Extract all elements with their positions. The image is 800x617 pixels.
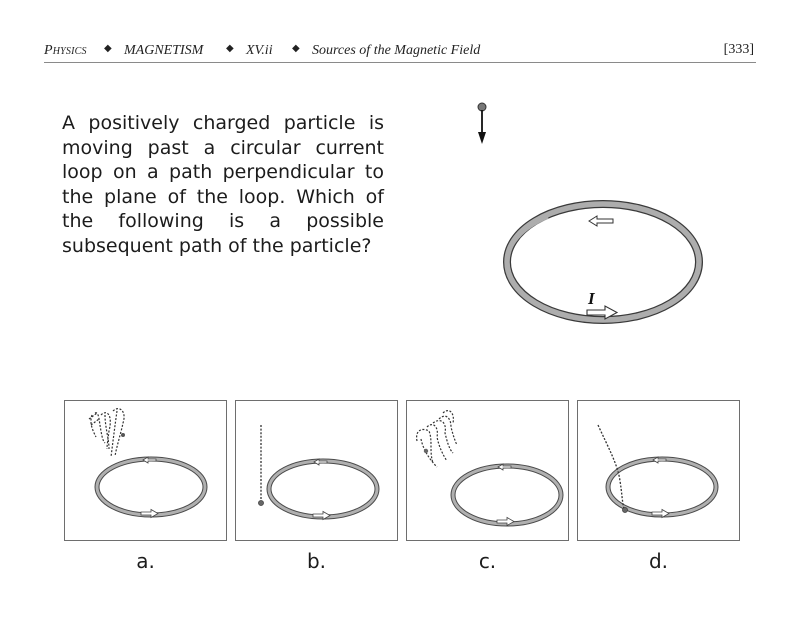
helix-path-icon — [417, 411, 457, 467]
current-loop-icon — [608, 459, 716, 515]
main-figure — [450, 90, 710, 340]
option-d-label: d. — [648, 549, 669, 573]
current-loop-icon — [269, 461, 377, 517]
particle-icon — [121, 433, 125, 437]
header-subject: Physics — [44, 43, 87, 58]
header-separator-icon: ◆ — [292, 43, 300, 54]
option-a-label: a. — [136, 549, 155, 573]
header-separator-icon: ◆ — [104, 43, 112, 54]
particle-icon — [258, 500, 263, 505]
header-topic: MAGNETISM — [124, 43, 204, 58]
header-separator-icon: ◆ — [226, 43, 234, 54]
current-loop-icon — [97, 459, 205, 515]
option-b-figure[interactable] — [235, 400, 398, 541]
page-header — [44, 40, 756, 63]
header-section: XV.ii — [246, 43, 273, 58]
arrow-left-icon — [589, 216, 613, 226]
option-c-label: c. — [478, 549, 497, 573]
option-a-figure[interactable] — [64, 400, 227, 541]
header-title: Sources of the Magnetic Field — [312, 43, 481, 58]
current-label: I — [588, 289, 595, 308]
question-text: A positively charged particle is moving past a circular current loop on a path perpendicular to the plane of the loop. Which of the following is a possible subsequent path of the particle? — [62, 112, 384, 257]
option-b-label: b. — [306, 549, 327, 573]
particle-icon — [424, 449, 428, 453]
current-loop-diagram — [450, 90, 710, 340]
current-loop-icon — [453, 466, 561, 524]
page-number: [333] — [723, 42, 754, 57]
particle-icon — [622, 507, 627, 512]
helix-path-icon — [89, 409, 124, 457]
option-c-figure[interactable] — [406, 400, 569, 541]
particle-icon — [478, 103, 486, 144]
option-d-figure[interactable] — [577, 400, 740, 541]
